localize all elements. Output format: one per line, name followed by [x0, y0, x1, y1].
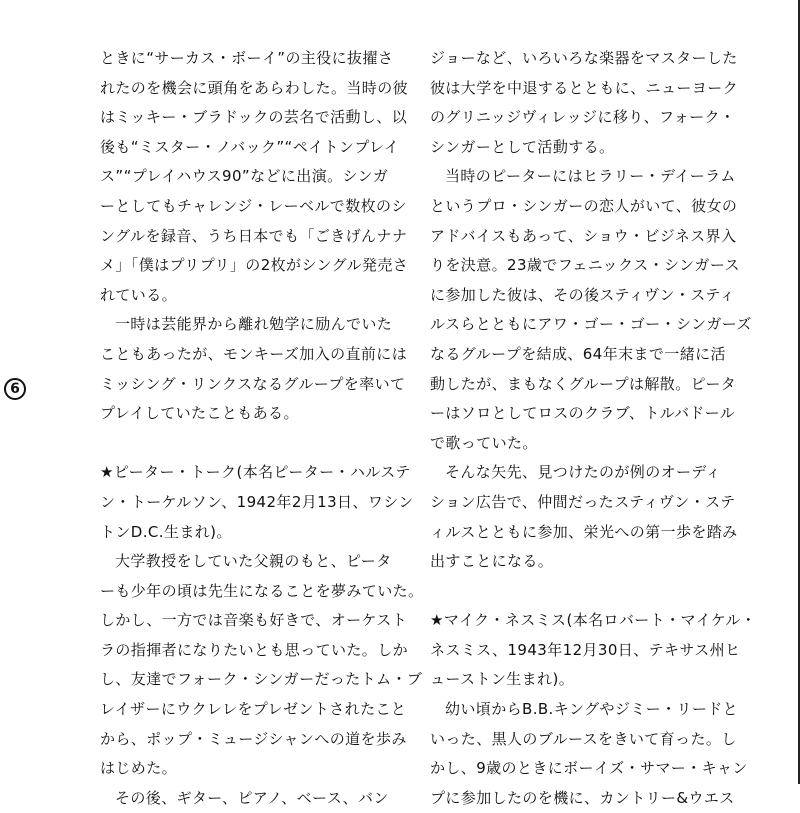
text-line: はじめた。: [100, 759, 178, 778]
text-line: ミッシング・リンクスなるグループを率いて: [100, 374, 406, 393]
left-column: [100, 44, 424, 813]
page-number: 6: [4, 378, 26, 400]
text-line: 幼い頃からB.B.キングやジミー・リードと: [445, 700, 739, 719]
text-line: に参加した彼は、その後スティヴン・スティ: [430, 285, 736, 304]
text-line: のグリニッジヴィレッジに移り、フォーク・: [430, 108, 736, 127]
text-line: アドバイスもあって、ショウ・ビジネス界入: [430, 226, 737, 245]
text-line: ューストン生まれ)。: [430, 670, 575, 689]
text-line: ネスミス、1943年12月30日、テキサス州ヒ: [430, 640, 741, 659]
text-line: いった、黒人のブルースをきいて育った。し: [430, 729, 737, 748]
text-line: 彼は大学を中退するとともに、ニューヨーク: [430, 78, 739, 97]
text-line: プに参加したのを機に、カントリー&ウエス: [430, 788, 735, 807]
text-line: ングルを録音、うち日本でも「ごきげんナナ: [100, 226, 408, 245]
text-line: 後も“ミスター・ノバック”“ペイトンプレイ: [100, 137, 400, 156]
text-line: ときに“サーカス・ボーイ”の主役に抜擢さ: [100, 49, 394, 67]
text-line: で歌っていた。: [430, 433, 538, 452]
text-line: ★マイク・ネスミス(本名ロバート・マイケル・: [430, 611, 757, 630]
text-line: から、ポップ・ミュージシャンへの道を歩み: [100, 729, 407, 748]
text-line: ション広告で、仲間だったスティヴン・ステ: [430, 492, 736, 511]
text-line: ーとしてもチャレンジ・レーベルで数枚のシ: [100, 196, 407, 215]
text-line: そんな矢先、見つけたのが例のオーディ: [445, 463, 722, 482]
text-line: ィルスとともに参加、栄光への第一歩を踏み: [430, 522, 738, 541]
text-line: かし、9歳のときにボーイズ・サマー・キャン: [430, 759, 748, 778]
text-line: レイザーにウクレレをプレゼントされたこと: [100, 700, 407, 719]
text-line: というプロ・シンガーの恋人がいて、彼女の: [430, 196, 738, 215]
text-line: 当時のピーターにはヒラリー・デイーラム: [445, 167, 736, 186]
text-line: ーも少年の頃は先生になることを夢みていた。: [100, 581, 424, 600]
right-column: [430, 44, 757, 813]
text-line: ン・トーケルソン、1942年2月13日、ワシン: [100, 492, 414, 511]
text-line: [430, 577, 745, 607]
text-line: ス”“プレイハウス90”などに出演。シンガ: [100, 167, 389, 186]
text-line: メ」「僕はプリプリ」の2枚がシングル発売さ: [100, 256, 409, 275]
text-line: ルスらとともにアワ・ゴー・ゴー・シンガーズ: [430, 315, 752, 334]
text-line: ★ピーター・トーク(本名ピーター・ハルステ: [100, 463, 411, 482]
text-line: シンガーとして活動する。: [430, 137, 615, 156]
text-line: りを決意。23歳でフェニックス・シンガース: [430, 256, 740, 275]
text-line: こともあったが、モンキーズ加入の直前には: [100, 344, 408, 363]
text-line: ラの指揮者になりたいとも思っていた。しか: [100, 640, 409, 659]
text-line: 出すことになる。: [430, 552, 554, 571]
text-line: 大学教授をしていた父親のもと、ピータ: [115, 552, 392, 571]
text-line: 一時は芸能界から離れ勉学に励んでいた: [115, 315, 393, 334]
text-line: ジョーなど、いろいろな楽器をマスターした: [430, 49, 738, 67]
text-line: プレイしていたこともある。: [100, 404, 299, 423]
text-line: はミッキー・ブラドックの芸名で活動し、以: [100, 108, 408, 127]
text-line: トンD.C.生まれ)。: [100, 522, 232, 541]
text-line: [100, 429, 415, 459]
text-line: その後、ギター、ピアノ、ベース、バン: [115, 788, 389, 807]
text-line: し、友達でフォーク・シンガーだったトム・ブ: [100, 670, 423, 689]
text-line: れたのを機会に頭角をあらわした。当時の彼: [100, 78, 409, 97]
text-line: れている。: [100, 285, 178, 304]
text-line: ーはソロとしてロスのクラブ、トルバドール: [430, 404, 736, 423]
text-line: 動したが、まもなくグループは解散。ピータ: [430, 374, 737, 393]
text-line: しかし、一方では音楽も好きで、オーケスト: [100, 611, 408, 630]
text-line: なるグループを結成、64年末まで一緒に活: [430, 344, 726, 363]
